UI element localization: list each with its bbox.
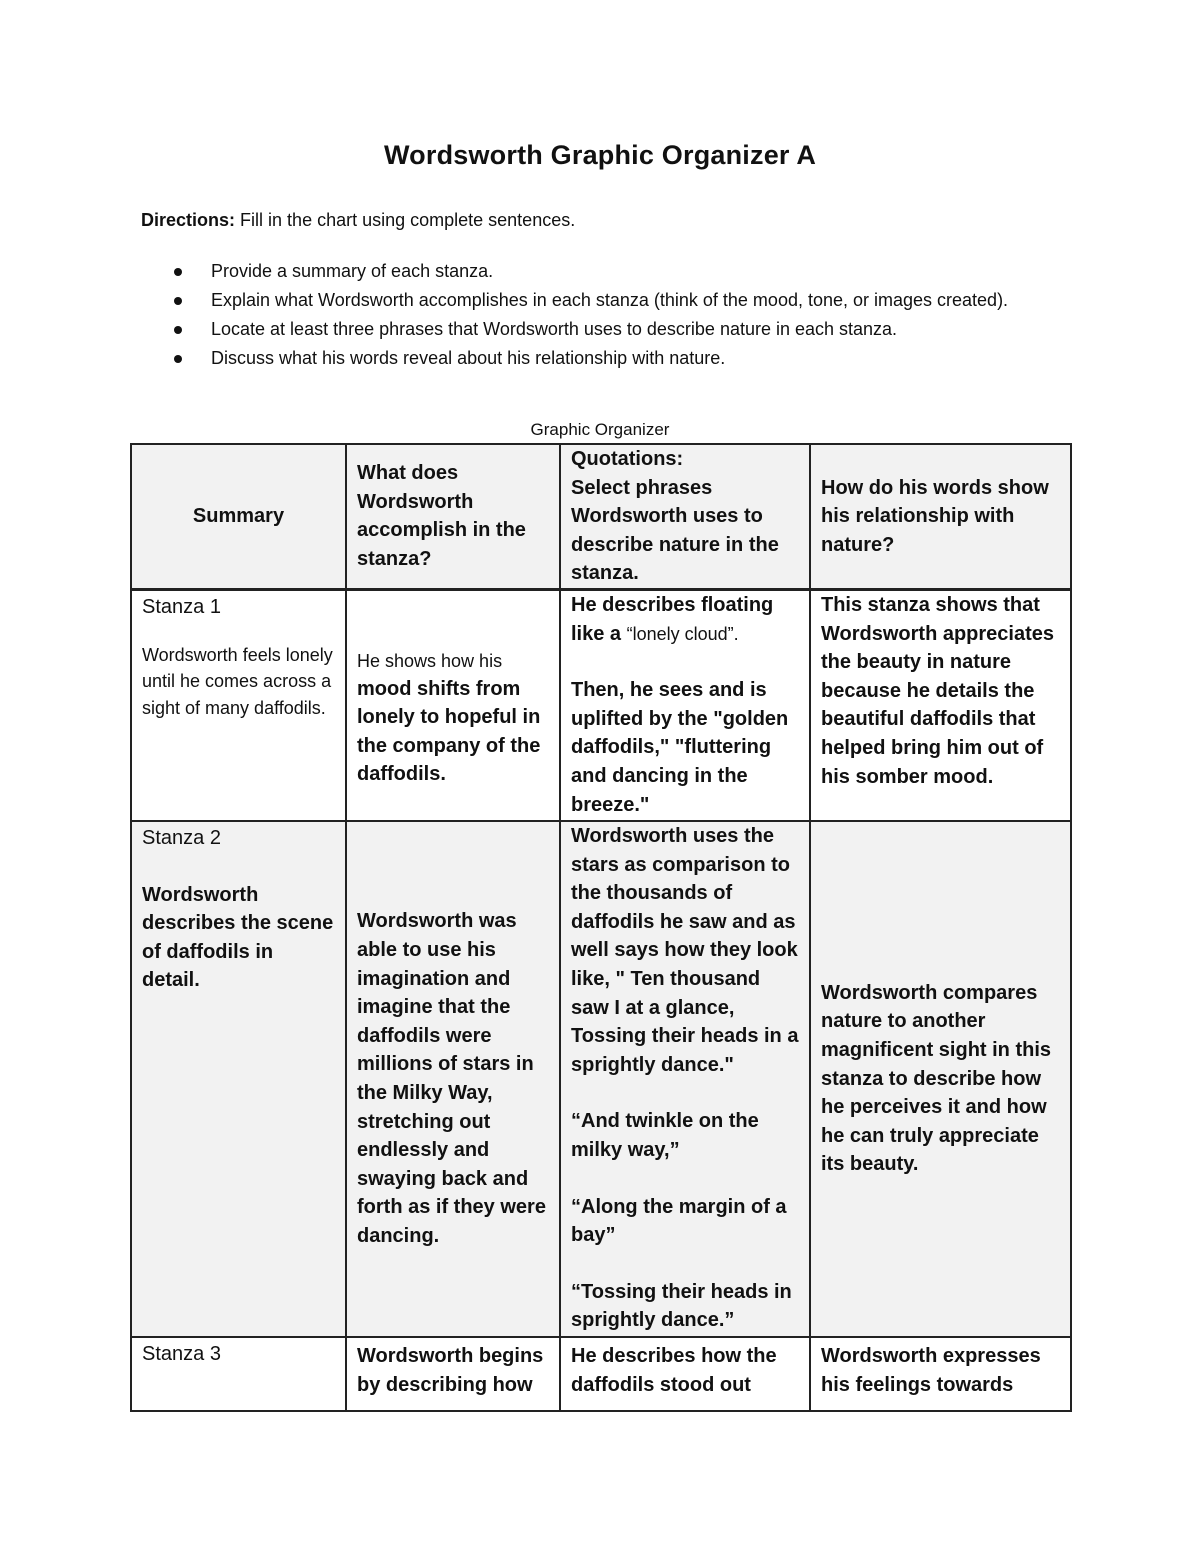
header-summary: Summary xyxy=(131,444,346,589)
relationship-text: Wordsworth expresses his feelings towards xyxy=(821,1344,1041,1396)
quotations-cell xyxy=(560,589,810,821)
list-item-text: Discuss what his words reveal about his relationship with nature. xyxy=(211,348,726,368)
table-header-row xyxy=(131,444,1071,589)
list-item-text: Locate at least three phrases that Wordsworth uses to describe nature in each stanza. xyxy=(211,319,898,339)
accomplish-text: mood shifts from lonely to hopeful in the company of the daffodils. xyxy=(357,677,541,786)
table-row xyxy=(131,589,1071,821)
summary-text: Wordsworth feels lonely until he comes across a sight of many daffodils. xyxy=(142,644,333,718)
summary-cell xyxy=(131,1337,346,1411)
relationship-cell xyxy=(810,821,1071,1337)
accomplish-intro: He shows how his xyxy=(357,650,503,671)
page-title: Wordsworth Graphic Organizer A xyxy=(383,140,817,170)
accomplish-cell xyxy=(346,1337,560,1411)
bullet-icon xyxy=(174,355,182,363)
summary-text: Wordsworth describes the scene of daffodils in detail. xyxy=(142,883,334,992)
list-item-text: Explain what Wordsworth accomplishes in each stanza (think of the mood, tone, or images created). xyxy=(211,290,1009,310)
table-row xyxy=(131,1337,1071,1411)
header-quotations-text: Select phrases Wordsworth uses to describe nature in the stanza. xyxy=(571,476,779,585)
directions-list xyxy=(141,257,1041,373)
relationship-cell xyxy=(810,589,1071,821)
stanza-label: Stanza 2 xyxy=(142,826,221,849)
accomplish-cell xyxy=(346,589,560,821)
list-item xyxy=(141,286,1041,315)
quotation-text: Wordsworth uses the stars as comparison to the thousands of daffodils he saw and as well says how they look like, " Ten thousand saw I at a glance, Tossing their heads in a sprightly dance." xyxy=(571,824,799,1076)
quotation-text: He describes how the daffodils stood out xyxy=(571,1344,777,1396)
directions xyxy=(141,210,575,231)
quotation-text: Then, he sees and is uplifted by the "golden daffodils," "fluttering and dancing in the breeze." xyxy=(571,679,789,816)
quotation-text: He describes floating like a xyxy=(571,593,774,645)
header-accomplish: What does Wordsworth accomplish in the stanza? xyxy=(346,444,560,589)
stanza-label: Stanza 3 xyxy=(142,1342,221,1365)
summary-cell xyxy=(131,589,346,821)
header-relationship: How do his words show his relationship with nature? xyxy=(810,444,1071,589)
stanza-label: Stanza 1 xyxy=(142,595,221,618)
accomplish-cell xyxy=(346,821,560,1337)
relationship-cell xyxy=(810,1337,1071,1411)
bullet-icon xyxy=(174,326,182,334)
header-quotations-label: Quotations: xyxy=(571,448,684,470)
bullet-icon xyxy=(174,297,182,305)
list-item xyxy=(141,315,1041,344)
bullet-icon xyxy=(174,268,182,276)
quotations-cell xyxy=(560,821,810,1337)
relationship-text: This stanza shows that Wordsworth appreciates the beauty in nature because he details the beautiful daffodils that helped bring him out of his somber mood. xyxy=(821,593,1055,788)
quotation-text: “Along the margin of a bay” xyxy=(571,1195,787,1247)
quotation-highlight: “lonely cloud”. xyxy=(626,623,739,644)
relationship-text: Wordsworth compares nature to another magnificent sight in this stanza to describe how he perceives it and how he can truly appreciate its beauty. xyxy=(821,981,1052,1176)
summary-cell xyxy=(131,821,346,1337)
accomplish-text: Wordsworth was able to use his imagination and imagine that the daffodils were millions of stars in the Milky Way, stretching out endlessly and swaying back and forth as if they were dancing. xyxy=(357,910,546,1247)
quotation-text: “And twinkle on the milky way,” xyxy=(571,1110,759,1161)
accomplish-text: Wordsworth begins by describing how xyxy=(357,1344,544,1396)
list-item-text: Provide a summary of each stanza. xyxy=(211,261,494,281)
quotation-text: “Tossing their heads in sprightly dance.” xyxy=(571,1280,792,1332)
list-item xyxy=(141,344,1041,373)
graphic-organizer-table xyxy=(130,443,1072,1412)
directions-text: Fill in the chart using complete sentences. xyxy=(240,210,576,230)
table-caption: Graphic Organizer xyxy=(530,420,670,439)
table-row xyxy=(131,821,1071,1337)
directions-label: Directions: xyxy=(141,210,236,230)
list-item xyxy=(141,257,1041,286)
quotations-cell xyxy=(560,1337,810,1411)
header-quotations xyxy=(560,444,810,589)
